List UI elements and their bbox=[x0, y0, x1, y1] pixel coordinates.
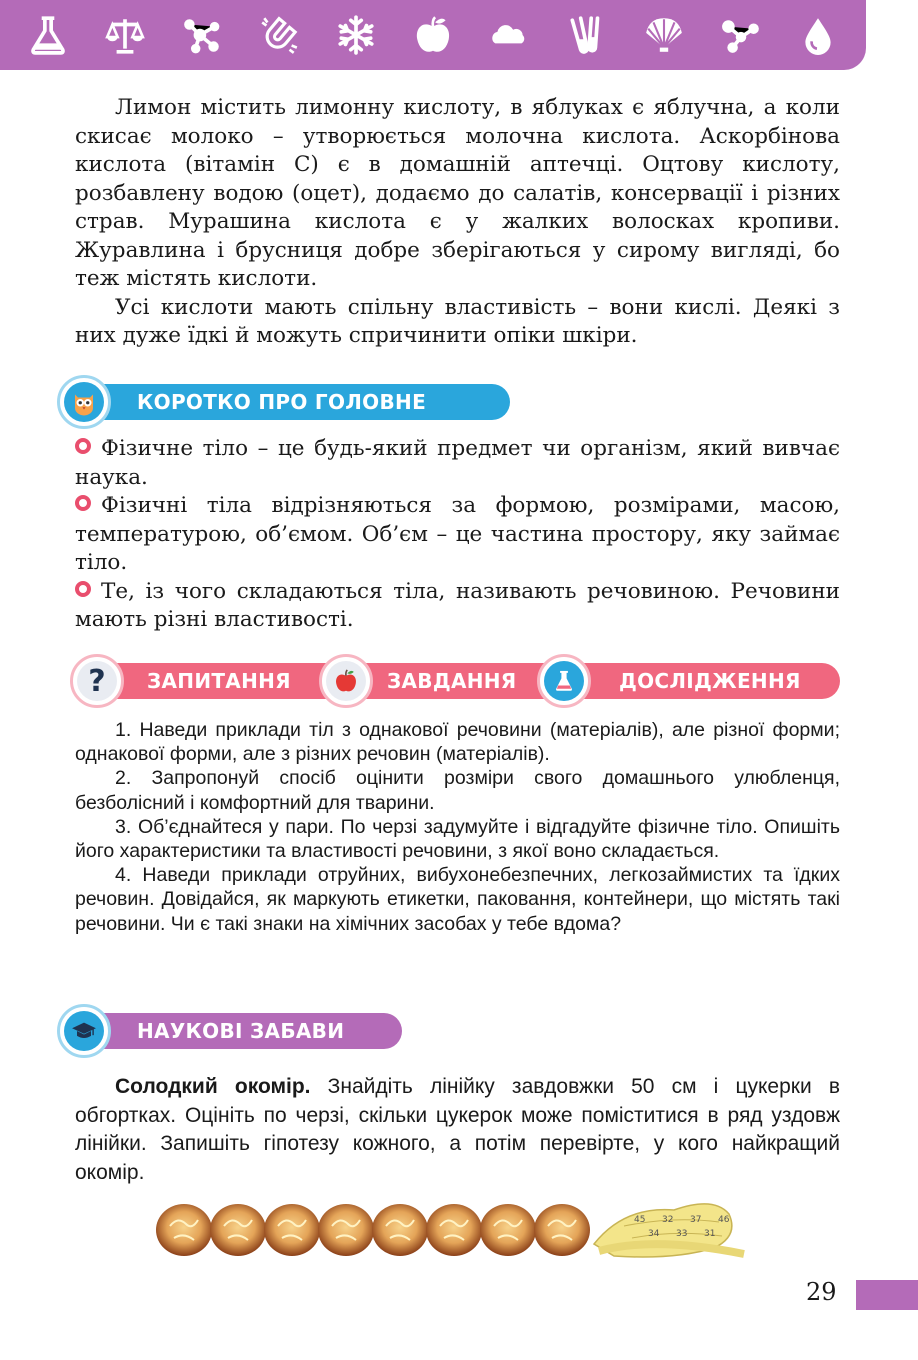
summary-icon-circle bbox=[57, 375, 111, 429]
list-item: Фізичне тіло – це будь-який предмет чи організм, який вивчає наука. bbox=[75, 436, 840, 490]
bullet-icon bbox=[75, 495, 91, 511]
candies-tape-svg bbox=[154, 1196, 754, 1262]
clouds-icon bbox=[487, 12, 533, 58]
candy bbox=[534, 1204, 590, 1256]
fun-heading: Солодкий окомір. bbox=[115, 1075, 311, 1098]
graduation-cap-icon bbox=[64, 1011, 104, 1051]
tasks-banner bbox=[57, 652, 840, 710]
fun-banner bbox=[57, 1003, 377, 1059]
candy bbox=[318, 1204, 374, 1256]
list-item: 2. Запропонуй спосіб оцінити розміри свого домашнього улюбленця, безболісний і комфортний для тварини. bbox=[75, 767, 840, 814]
drop-icon bbox=[795, 12, 841, 58]
candy bbox=[372, 1204, 428, 1256]
tape-mark-label: 31 bbox=[704, 1229, 716, 1239]
page-corner-bar bbox=[856, 1280, 918, 1310]
fun-title: НАУКОВІ ЗАБАВИ bbox=[87, 1013, 402, 1049]
apple-icon bbox=[326, 661, 366, 701]
candy bbox=[210, 1204, 266, 1256]
question-icon: ? bbox=[77, 661, 117, 701]
list-item: Фізичні тіла відрізняються за формою, розмірами, масою, температурою, об’ємом. Об’єм – це частина простору, яку займає тіло. bbox=[75, 493, 840, 575]
page-number: 29 bbox=[806, 1278, 837, 1306]
questions-circle bbox=[70, 654, 124, 708]
research-circle bbox=[537, 654, 591, 708]
bullet-icon bbox=[75, 438, 91, 454]
owl-icon bbox=[64, 382, 104, 422]
fun-icon-circle bbox=[57, 1004, 111, 1058]
tasks-label-questions: ЗАПИТАННЯ bbox=[147, 669, 291, 693]
candy bbox=[426, 1204, 482, 1256]
header-icon-bar bbox=[0, 0, 866, 70]
summary-title: КОРОТКО ПРО ГОЛОВНЕ bbox=[87, 384, 510, 420]
summary-banner bbox=[57, 374, 457, 430]
tasks-label-tasks: ЗАВДАННЯ bbox=[387, 669, 517, 693]
tape-measure-icon bbox=[594, 1204, 744, 1257]
bullet-icon bbox=[75, 581, 91, 597]
molecule-icon bbox=[179, 12, 225, 58]
tape-mark-label: 33 bbox=[676, 1229, 688, 1239]
flask-icon bbox=[544, 661, 584, 701]
tasks-list bbox=[75, 718, 840, 936]
molecule-chain-icon bbox=[718, 12, 764, 58]
tape-mark-label: 34 bbox=[648, 1229, 660, 1239]
list-item: 4. Наведи приклади отруйних, вибухонебезпечних, легкозаймистих та їдких речовин. Довідайся, як маркують етикетки, паковання, контейнери, що містять такі речовини. Чи є такі знаки на хімічних засобах у тебе вдома? bbox=[75, 864, 840, 935]
apple-icon bbox=[410, 12, 456, 58]
snowflake-icon bbox=[333, 12, 379, 58]
magnet-icon bbox=[256, 12, 302, 58]
fun-text bbox=[75, 1073, 840, 1187]
candies-illustration bbox=[154, 1196, 754, 1262]
test-tubes-icon bbox=[564, 12, 610, 58]
tape-mark-label: 45 bbox=[634, 1215, 646, 1225]
tasks-label-research: ДОСЛІДЖЕННЯ bbox=[619, 669, 801, 693]
candy bbox=[480, 1204, 536, 1256]
list-item: 1. Наведи приклади тіл з однакової речовини (матеріалів), але різної форми; однакової форми, але з різних речовин (матеріалів). bbox=[75, 719, 840, 766]
fun-body: Знайдіть лінійку завдовжки 50 см і цукерки в обгортках. Оцініть по черзі, скільки цукерок може поміститися в ряд уздовж лінійки. Запишіть гіпотезу кожного, а потім перевірте, у кого найкращий окомір. bbox=[75, 1075, 840, 1184]
intro-paragraph-1: Лимон містить лимонну кислоту, в яблуках є яблучна, а коли скисає молоко – утворюється молочна кислота. Аскорбінова кислота (вітамін С) є в домашній аптечці. Оцтову кислоту, розбавлену водою (оцет), додаємо до салатів, консервації і різних страв. Мурашина кислота є у жалких волосках кропиви. Журавлина і брусниця добре зберігаються у сирому вигляді, бо теж містять кислоти. bbox=[75, 95, 840, 291]
tape-mark-label: 32 bbox=[662, 1215, 674, 1225]
list-item: 3. Об’єднайтеся у пари. По черзі задумуйте і відгадуйте фізичне тіло. Опишіть його характеристики та властивості речовини, з якої воно складається. bbox=[75, 815, 840, 863]
candy bbox=[156, 1204, 212, 1256]
list-item: Те, із чого складаються тіла, називають речовиною. Речовини мають різні властивості. bbox=[75, 578, 840, 632]
tape-mark-label: 46 bbox=[718, 1215, 730, 1225]
intro-text bbox=[75, 94, 840, 351]
shell-icon bbox=[641, 12, 687, 58]
candy bbox=[264, 1204, 320, 1256]
tasks-circle bbox=[319, 654, 373, 708]
tape-mark-label: 37 bbox=[690, 1215, 702, 1225]
intro-paragraph-2: Усі кислоти мають спільну властивість – вони кислі. Деякі з них дуже їдкі й можуть спричинити опіки шкіри. bbox=[75, 294, 840, 348]
flask-icon bbox=[25, 12, 71, 58]
scales-icon bbox=[102, 12, 148, 58]
summary-list bbox=[75, 435, 840, 635]
